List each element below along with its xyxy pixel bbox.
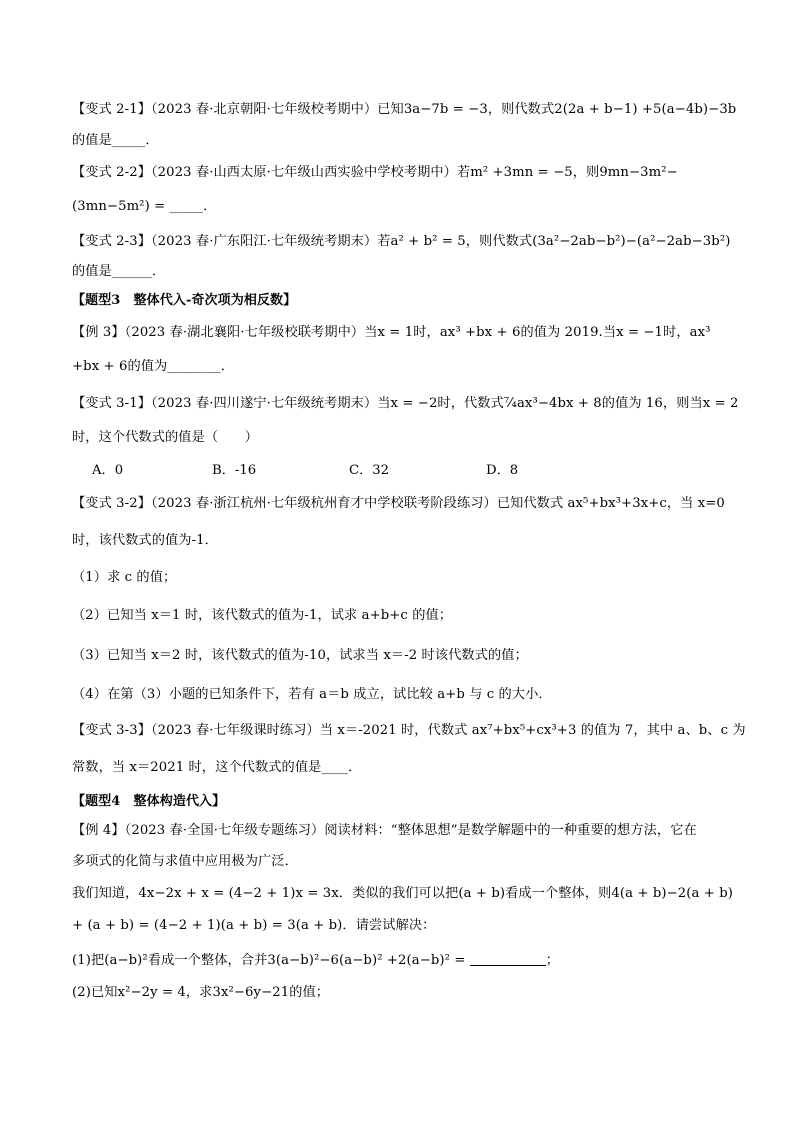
example-4-part-2: (2)已知x²−2y = 4，求3x²−6y−21的值； xyxy=(72,985,330,1000)
example-4-part-1-text: (1)把(a−b)²看成一个整体，合并3(a−b)²−6(a−b)² +2(a−b)² = xyxy=(72,953,470,968)
option-b: B．-16 xyxy=(212,463,257,478)
variant-2-2-line-1: 【变式 2-2】（2023 春·山西太原·七年级山西实验中学校考期中）若m² +3mn = −5，则9mn−3m²− xyxy=(72,165,678,180)
option-a: A．0 xyxy=(92,463,124,478)
variant-2-1-line-2: 的值是_____． xyxy=(72,133,159,148)
example-4-line-3: 我们知道，4x−2x + x = (4−2 + 1)x = 3x．类似的我们可以把(a + b)看成一个整体，则4(a + b)−2(a + b) xyxy=(72,886,733,901)
variant-2-2-line-2: (3mn−5m²) = _____． xyxy=(72,199,217,214)
variant-3-1-line-1: 【变式 3-1】（2023 春·四川遂宁·七年级统考期末）当x = −2时，代数式⁷⁄₄ax³−4bx + 8的值为 16，则当x = 2 xyxy=(72,396,739,411)
variant-2-1-line-1: 【变式 2-1】（2023 春·北京朝阳·七年级校考期中）已知3a−7b = −3，则代数式2(2a + b−1) +5(a−4b)−3b xyxy=(72,102,737,117)
variant-3-2-line-2: 时，该代数式的值为-1． xyxy=(72,533,218,548)
example-4-line-1: 【例 4】（2023 春·全国·七年级专题练习）阅读材料：“整体思想”是数学解题中的一种重要的想方法，它在 xyxy=(72,823,697,838)
variant-2-3-line-2: 的值是______． xyxy=(72,264,166,279)
variant-3-2-part-3: （3）已知当 x＝2 时，该代数式的值为-10，试求当 x＝-2 时该代数式的值； xyxy=(72,648,528,663)
example-4-part-1 xyxy=(72,950,559,972)
variant-3-3-line-1: 【变式 3-3】（2023 春·七年级课时练习）当 x＝-2021 时，代数式 ax⁷+bx⁵+cx³+3 的值为 7，其中 a、b、c 为 xyxy=(72,723,746,738)
variant-3-1-line-2: 时，这个代数式的值是（ ） xyxy=(72,430,259,445)
variant-3-2-part-4: （4）在第（3）小题的已知条件下，若有 a＝b 成立，试比较 a+b 与 c 的大小． xyxy=(72,687,552,702)
section-heading-4: 【题型4 整体构造代入】 xyxy=(72,794,226,809)
variant-3-3-line-2: 常数，当 x＝2021 时，这个代数式的值是____． xyxy=(72,760,362,775)
example-3-line-2: +bx + 6的值为________． xyxy=(72,359,235,374)
variant-3-2-line-1: 【变式 3-2】（2023 春·浙江杭州·七年级杭州育才中学校联考阶段练习）已知代数式 ax⁵+bx³+3x+c，当 x=0 xyxy=(72,496,725,511)
example-4-line-2: 多项式的化简与求值中应用极为广泛． xyxy=(72,854,298,869)
option-d: D．8 xyxy=(486,463,519,478)
section-heading-3: 【题型3 整体代入-奇次项为相反数】 xyxy=(72,293,297,308)
variant-3-2-part-1: （1）求 c 的值； xyxy=(72,570,177,585)
answer-blank xyxy=(470,951,546,966)
variant-2-3-line-1: 【变式 2-3】（2023 春·广东阳江·七年级统考期末）若a² + b² = 5，则代数式(3a²−2ab−b²)−(a²−2ab−3b²) xyxy=(72,234,731,249)
example-4-line-4: + (a + b) = (4−2 + 1)(a + b) = 3(a + b)．请尝试解决： xyxy=(72,918,436,933)
option-c: C．32 xyxy=(349,463,390,478)
variant-3-2-part-2: （2）已知当 x＝1 时，该代数式的值为-1，试求 a+b+c 的值； xyxy=(72,608,453,623)
example-3-line-1: 【例 3】（2023 春·湖北襄阳·七年级校联考期中）当x = 1时，ax³ +bx + 6的值为 2019.当x = −1时，ax³ xyxy=(72,325,711,340)
example-4-part-1-suffix: ； xyxy=(545,953,560,968)
